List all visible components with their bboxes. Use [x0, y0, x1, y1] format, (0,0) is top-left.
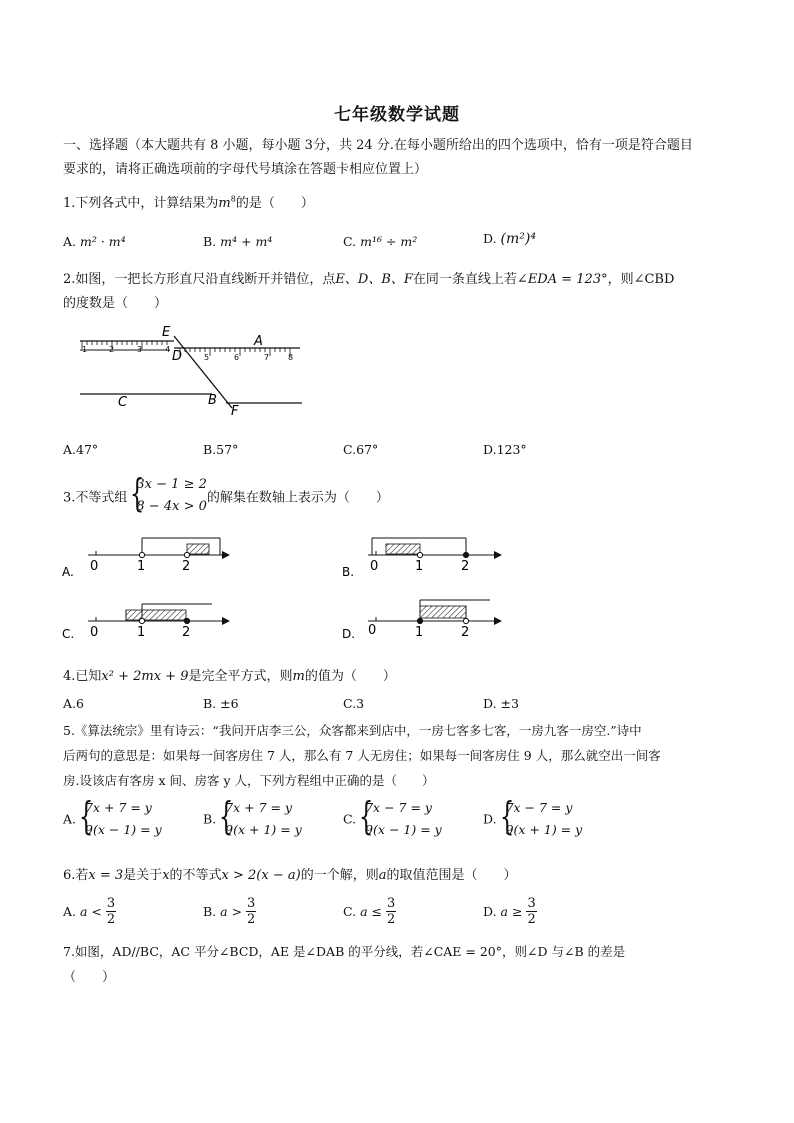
q1-stem: [63, 192, 314, 211]
q6-option-a[interactable]: A. a < $\frac{3}{2}$: [63, 896, 116, 927]
q3-option-a-numberline[interactable]: [60, 530, 240, 582]
ruler-tick-5: 5: [204, 353, 210, 362]
svg-text:D.: D.: [342, 627, 356, 641]
svg-text:2: 2: [182, 625, 191, 640]
q3-inequality-system: { 3x − 1 ≥ 2 8 − 4x > 0: [127, 474, 206, 518]
q1-target-expr: $m^8$: [218, 194, 236, 211]
q1-option-d[interactable]: D. (m²)⁴: [483, 231, 536, 247]
ruler-tick-1: 1: [82, 345, 88, 354]
q5-option-d[interactable]: D. { 7x − 7 = y 9(x + 1) = y: [483, 797, 582, 841]
q2-option-c[interactable]: C.67°: [343, 442, 379, 457]
q4-option-b[interactable]: B. ±6: [203, 696, 239, 711]
svg-text:2: 2: [461, 625, 470, 640]
label-E: E: [162, 325, 171, 340]
label-D: D: [172, 349, 183, 364]
svg-text:B.: B.: [342, 565, 355, 579]
q3-stem: 3.不等式组 { 3x − 1 ≥ 2 8 − 4x > 0 的解集在数轴上表示为（ ）: [63, 474, 389, 518]
q2-option-b[interactable]: B.57°: [203, 442, 239, 457]
q5-option-a[interactable]: A. { 7x + 7 = y 9(x − 1) = y: [63, 797, 162, 841]
q6-stem: 6.若x = 3是关于x的不等式x > 2(x − a)的一个解，则a的取值范围是（ ）: [63, 868, 517, 883]
q7-stem-line1: 7.如图，AD//BC，AC 平分∠BCD，AE 是∠DAB 的平分线，若∠CAE = 20°，则∠D 与∠B 的差是: [63, 944, 626, 959]
svg-text:A.: A.: [62, 565, 74, 579]
q2-ruler-figure: [70, 322, 310, 422]
q1-option-b[interactable]: B. m⁴ + m⁴: [203, 234, 273, 249]
section-instructions-line1: 一、选择题（本大题共有 8 小题，每小题 3分，共 24 分.在每小题所给出的四个选项中，恰有一项是符合题目: [63, 138, 693, 153]
ruler-tick-4: 4: [165, 345, 171, 354]
q4-option-c[interactable]: C.3: [343, 696, 365, 711]
q1-option-c[interactable]: C. m¹⁶ ÷ m²: [343, 234, 418, 249]
q2-stem-line2: 的度数是（ ）: [63, 296, 168, 311]
q2-option-a[interactable]: A.47°: [63, 442, 99, 457]
q1-option-a[interactable]: A. m² · m⁴: [63, 234, 126, 249]
q3-option-b-numberline[interactable]: [340, 530, 520, 582]
section-instructions-line2: 要求的，请将正确选项前的字母代号填涂在答题卡相应位置上）: [63, 162, 428, 177]
q6-option-b[interactable]: B. a > $\frac{3}{2}$: [203, 896, 256, 927]
svg-text:1: 1: [137, 559, 146, 574]
q1-stem-suffix: 的是（ ）: [235, 196, 314, 211]
q4-option-a[interactable]: A.6: [63, 696, 84, 711]
svg-text:1: 1: [415, 625, 424, 640]
label-F: F: [231, 404, 239, 419]
q5-stem-line2: 后两句的意思是：如果每一间客房住 7 人，那么有 7 人无房住；如果每一间客房住 9 人，那么就空出一间客: [63, 748, 661, 763]
svg-text:1: 1: [137, 625, 146, 640]
q1-stem-prefix: 1.下列各式中，计算结果为: [63, 196, 219, 211]
svg-text:C.: C.: [62, 627, 75, 641]
q4-option-d[interactable]: D. ±3: [483, 696, 519, 711]
q5-option-b[interactable]: B. { 7x + 7 = y 9(x + 1) = y: [203, 797, 302, 841]
q3-option-d-numberline[interactable]: [340, 596, 520, 646]
q7-stem-line2: （ ）: [63, 970, 116, 985]
svg-text:0: 0: [368, 623, 377, 638]
label-B: B: [208, 393, 217, 408]
svg-text:0: 0: [90, 625, 99, 640]
label-A: A: [254, 334, 263, 349]
q3-option-c-numberline[interactable]: [60, 596, 240, 646]
q5-stem-line1: 5.《算法统宗》里有诗云：“我问开店李三公，众客都来到店中，一房七客多七客，一房九客一房空.”诗中: [63, 723, 642, 738]
label-C: C: [118, 395, 128, 410]
ruler-tick-7: 7: [264, 353, 270, 362]
page-title: 七年级数学试题: [334, 105, 460, 125]
q5-stem-line3: 房.设该店有客房 x 间、房客 y 人，下列方程组中正确的是（ ）: [63, 773, 435, 788]
q6-option-d[interactable]: D. a ≥ $\frac{3}{2}$: [483, 896, 536, 927]
svg-text:0: 0: [370, 559, 379, 574]
q4-stem: 4.已知x² + 2mx + 9是完全平方式，则m的值为（ ）: [63, 669, 396, 684]
svg-text:1: 1: [415, 559, 424, 574]
q2-option-d[interactable]: D.123°: [483, 442, 527, 457]
ruler-tick-2: 2: [109, 345, 115, 354]
svg-text:2: 2: [182, 559, 191, 574]
q2-stem-line1: 2.如图，一把长方形直尺沿直线断开并错位，点E、D、B、F在同一条直线上若∠EDA = 123°，则∠CBD: [63, 272, 675, 287]
svg-text:2: 2: [461, 559, 470, 574]
q5-option-c[interactable]: C. { 7x − 7 = y 9(x − 1) = y: [343, 797, 442, 841]
ruler-tick-8: 8: [288, 353, 294, 362]
q6-option-c[interactable]: C. a ≤ $\frac{3}{2}$: [343, 896, 396, 927]
svg-text:0: 0: [90, 559, 99, 574]
ruler-tick-3: 3: [137, 345, 143, 354]
ruler-tick-6: 6: [234, 353, 240, 362]
